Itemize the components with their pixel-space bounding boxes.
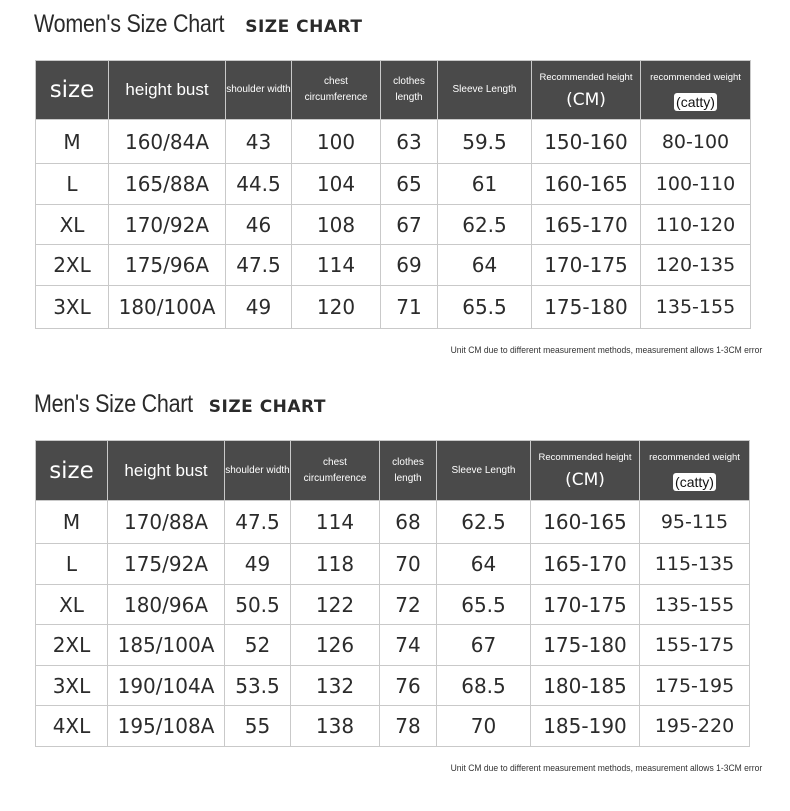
header-size: size	[36, 61, 109, 120]
table-row	[36, 164, 751, 205]
cell-height-bust: 170/88A	[108, 501, 225, 544]
cell-shoulder-width: 53.5	[225, 666, 291, 706]
cell-shoulder-width: 49	[226, 286, 292, 329]
header-recommended-height	[532, 61, 641, 120]
table-row	[36, 286, 751, 329]
header-recommended-height-label: Recommended height	[538, 452, 632, 463]
cell-chest-circumference: 108	[292, 205, 381, 245]
cell-size: 3XL	[36, 666, 108, 706]
cell-recommended-weight: 100-110	[641, 164, 751, 205]
cell-size: 2XL	[36, 245, 109, 286]
table-row	[36, 585, 750, 625]
cell-shoulder-width: 47.5	[226, 245, 292, 286]
cell-height-bust: 160/84A	[109, 120, 226, 164]
women-header-row	[36, 61, 751, 120]
table-row	[36, 625, 750, 666]
header-recommended-weight	[640, 441, 750, 501]
cell-recommended-weight: 175-195	[640, 666, 750, 706]
men-title-text: Men's Size Chart	[34, 390, 193, 418]
table-row	[36, 544, 750, 585]
cell-size: 4XL	[36, 706, 108, 747]
cell-clothes-length: 69	[381, 245, 438, 286]
header-chest-circumference: chest circumference	[291, 441, 380, 501]
cell-sleeve-length: 64	[437, 544, 531, 585]
cell-recommended-height: 160-165	[532, 164, 641, 205]
header-clothes-length: clothes length	[381, 61, 438, 120]
header-recommended-weight-unit: (catty)	[675, 474, 714, 490]
cell-height-bust: 180/96A	[108, 585, 225, 625]
cell-recommended-height: 175-180	[532, 286, 641, 329]
men-subtitle-text: SIZE CHART	[208, 397, 326, 417]
cell-shoulder-width: 55	[225, 706, 291, 747]
cell-chest-circumference: 122	[291, 585, 380, 625]
table-row	[36, 120, 751, 164]
header-recommended-height	[531, 441, 640, 501]
cell-clothes-length: 71	[381, 286, 438, 329]
cell-chest-circumference: 126	[291, 625, 380, 666]
cell-sleeve-length: 62.5	[437, 501, 531, 544]
header-size: size	[36, 441, 108, 501]
cell-chest-circumference: 118	[291, 544, 380, 585]
table-row	[36, 666, 750, 706]
men-size-table	[35, 440, 750, 747]
men-table-body	[36, 501, 750, 747]
cell-clothes-length: 67	[381, 205, 438, 245]
cell-shoulder-width: 50.5	[225, 585, 291, 625]
cell-shoulder-width: 47.5	[225, 501, 291, 544]
cell-shoulder-width: 44.5	[226, 164, 292, 205]
cell-clothes-length: 70	[380, 544, 437, 585]
cell-clothes-length: 63	[381, 120, 438, 164]
header-recommended-weight-label: recommended weight	[650, 72, 741, 83]
cell-recommended-weight: 115-135	[640, 544, 750, 585]
cell-height-bust: 170/92A	[109, 205, 226, 245]
cell-recommended-weight: 120-135	[641, 245, 751, 286]
table-row	[36, 501, 750, 544]
header-recommended-height-label: Recommended height	[539, 72, 633, 83]
cell-sleeve-length: 59.5	[438, 120, 532, 164]
women-measurement-note: Unit CM due to different measurement methods, measurement allows 1-3CM error	[450, 345, 762, 356]
cell-sleeve-length: 64	[438, 245, 532, 286]
cell-chest-circumference: 120	[292, 286, 381, 329]
cell-chest-circumference: 132	[291, 666, 380, 706]
cell-clothes-length: 76	[380, 666, 437, 706]
cell-shoulder-width: 52	[225, 625, 291, 666]
header-recommended-weight-unit: (catty)	[676, 94, 715, 110]
men-header-row	[36, 441, 750, 501]
table-row	[36, 205, 751, 245]
women-subtitle-text: SIZE CHART	[245, 17, 363, 37]
cell-recommended-height: 170-175	[532, 245, 641, 286]
women-table-body	[36, 120, 751, 329]
cell-recommended-weight: 80-100	[641, 120, 751, 164]
cell-recommended-height: 165-170	[531, 544, 640, 585]
cell-sleeve-length: 65.5	[438, 286, 532, 329]
women-title-text: Women's Size Chart	[34, 10, 225, 38]
table-row	[36, 706, 750, 747]
header-recommended-weight	[641, 61, 751, 120]
cell-chest-circumference: 104	[292, 164, 381, 205]
cell-recommended-weight: 95-115	[640, 501, 750, 544]
cell-recommended-height: 165-170	[532, 205, 641, 245]
cell-size: M	[36, 120, 109, 164]
cell-recommended-height: 180-185	[531, 666, 640, 706]
header-recommended-height-unit: (CM)	[565, 470, 605, 490]
cell-clothes-length: 78	[380, 706, 437, 747]
header-height-bust: height bust	[109, 61, 226, 120]
cell-size: L	[36, 164, 109, 205]
cell-recommended-height: 185-190	[531, 706, 640, 747]
cell-clothes-length: 68	[380, 501, 437, 544]
men-measurement-note: Unit CM due to different measurement methods, measurement allows 1-3CM error	[450, 763, 762, 774]
women-size-table	[35, 60, 751, 329]
cell-shoulder-width: 49	[225, 544, 291, 585]
cell-size: XL	[36, 205, 109, 245]
header-shoulder-width: shoulder width	[225, 441, 291, 501]
cell-sleeve-length: 70	[437, 706, 531, 747]
cell-sleeve-length: 68.5	[437, 666, 531, 706]
cell-height-bust: 175/96A	[109, 245, 226, 286]
cell-recommended-height: 150-160	[532, 120, 641, 164]
header-recommended-weight-label: recommended weight	[649, 452, 740, 463]
cell-recommended-weight: 135-155	[641, 286, 751, 329]
cell-size: L	[36, 544, 108, 585]
cell-size: 2XL	[36, 625, 108, 666]
cell-size: 3XL	[36, 286, 109, 329]
cell-clothes-length: 74	[380, 625, 437, 666]
cell-recommended-height: 170-175	[531, 585, 640, 625]
cell-height-bust: 180/100A	[109, 286, 226, 329]
cell-recommended-weight: 195-220	[640, 706, 750, 747]
cell-chest-circumference: 114	[291, 501, 380, 544]
cell-height-bust: 185/100A	[108, 625, 225, 666]
cell-chest-circumference: 114	[292, 245, 381, 286]
cell-size: XL	[36, 585, 108, 625]
women-chart-title	[34, 10, 362, 39]
cell-shoulder-width: 43	[226, 120, 292, 164]
header-chest-circumference: chest circumference	[292, 61, 381, 120]
cell-recommended-height: 160-165	[531, 501, 640, 544]
header-shoulder-width: shoulder width	[226, 61, 292, 120]
cell-height-bust: 175/92A	[108, 544, 225, 585]
cell-clothes-length: 65	[381, 164, 438, 205]
cell-sleeve-length: 61	[438, 164, 532, 205]
cell-recommended-weight: 110-120	[641, 205, 751, 245]
cell-recommended-weight: 135-155	[640, 585, 750, 625]
cell-shoulder-width: 46	[226, 205, 292, 245]
cell-sleeve-length: 65.5	[437, 585, 531, 625]
header-sleeve-length: Sleeve Length	[438, 61, 532, 120]
cell-recommended-height: 175-180	[531, 625, 640, 666]
cell-size: M	[36, 501, 108, 544]
men-chart-title	[34, 390, 326, 419]
cell-recommended-weight: 155-175	[640, 625, 750, 666]
cell-height-bust: 195/108A	[108, 706, 225, 747]
cell-height-bust: 165/88A	[109, 164, 226, 205]
cell-chest-circumference: 100	[292, 120, 381, 164]
cell-sleeve-length: 62.5	[438, 205, 532, 245]
header-height-bust: height bust	[108, 441, 225, 501]
cell-chest-circumference: 138	[291, 706, 380, 747]
cell-height-bust: 190/104A	[108, 666, 225, 706]
header-recommended-height-unit: (CM)	[566, 90, 606, 110]
cell-clothes-length: 72	[380, 585, 437, 625]
header-sleeve-length: Sleeve Length	[437, 441, 531, 501]
header-clothes-length: clothes length	[380, 441, 437, 501]
table-row	[36, 245, 751, 286]
cell-sleeve-length: 67	[437, 625, 531, 666]
